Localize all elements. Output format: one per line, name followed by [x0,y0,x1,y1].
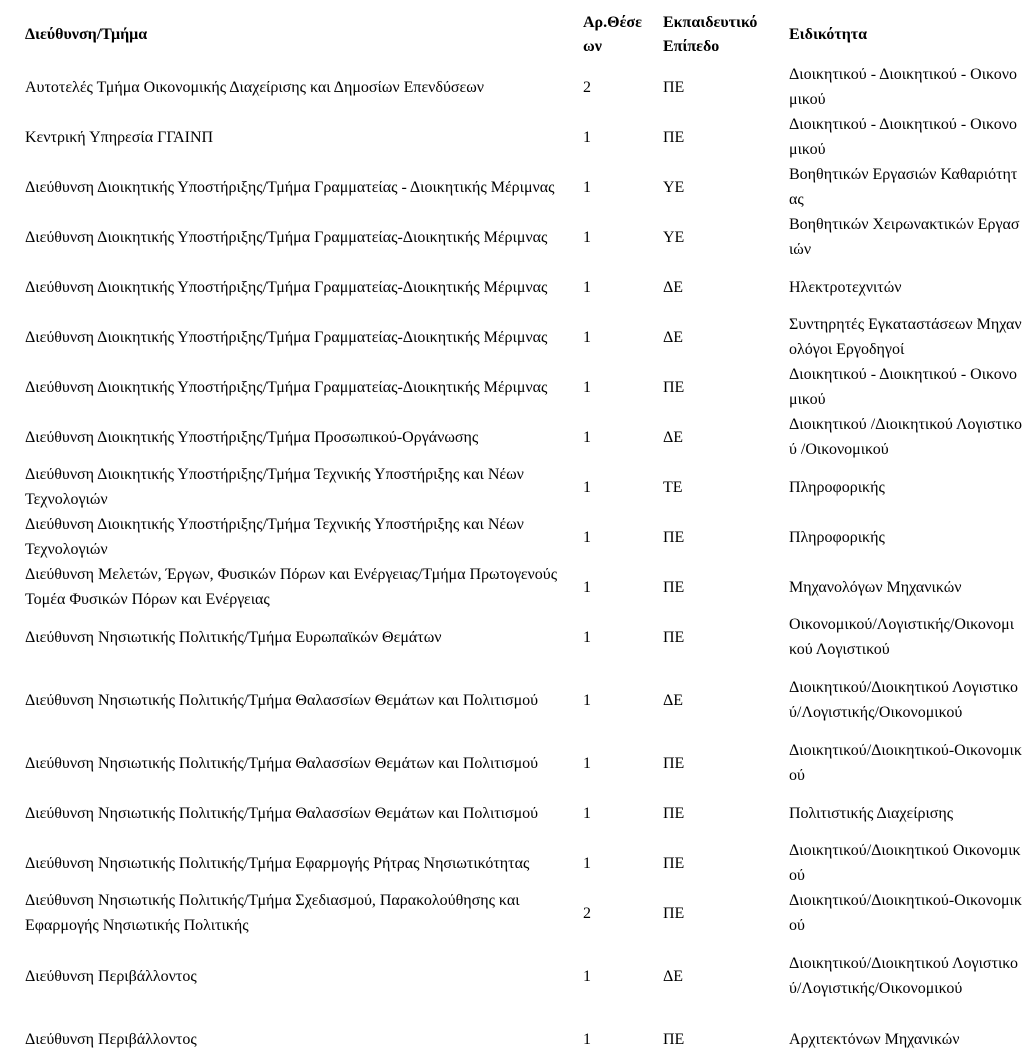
cell-directorate: Κεντρική Υπηρεσία ΓΓΑΙΝΠ [25,128,214,146]
cell-education: ΠΕ [663,854,685,872]
table-row [22,162,1025,212]
cell-specialty: Ηλεκτροτεχνιτών [789,278,902,296]
cell-directorate: Διεύθυνση Περιβάλλοντος [25,967,197,985]
cell-positions: 1 [583,178,591,196]
table-row [22,938,1025,1014]
table-row [22,612,1025,662]
cell-specialty: Πληροφορικής [789,478,885,496]
cell-specialty: Διοικητικού - Διοικητικού - Οικονομικού [789,66,1017,108]
cell-positions: 1 [583,578,591,596]
table-row [22,1014,1025,1064]
cell-positions: 1 [583,1030,591,1048]
header-directorate: Διεύθυνση/Τμήμα [25,26,148,43]
table-body [22,62,1025,1064]
cell-education: ΠΕ [663,128,685,146]
cell-directorate: Διεύθυνση Διοικητικής Υποστήριξης/Τμήμα Γραμματείας-Διοικητικής Μέριμνας [25,378,548,396]
cell-education: ΥΕ [663,178,685,196]
cell-specialty: Διοικητικού/Διοικητικού-Οικονομικού [789,742,1022,784]
cell-education: ΠΕ [663,78,685,96]
cell-specialty: Διοικητικού/Διοικητικού-Οικονομικού [789,892,1022,934]
cell-directorate: Διεύθυνση Νησιωτικής Πολιτικής/Τμήμα Θαλασσίων Θεμάτων και Πολιτισμού [25,754,539,772]
cell-positions: 1 [583,628,591,646]
positions-table [22,8,1025,1064]
cell-education: ΔΕ [663,278,684,296]
table-row [22,888,1025,938]
cell-education: ΠΕ [663,578,685,596]
cell-education: ΠΕ [663,904,685,922]
cell-specialty: Αρχιτεκτόνων Μηχανικών [789,1030,960,1048]
cell-specialty: Βοηθητικών Εργασιών Καθαριότητας [789,166,1018,208]
cell-directorate: Διεύθυνση Διοικητικής Υποστήριξης/Τμήμα Γραμματείας-Διοικητικής Μέριμνας [25,278,548,296]
cell-specialty: Συντηρητές Εγκαταστάσεων Μηχανολόγοι Εργοδηγοί [789,316,1022,358]
cell-positions: 1 [583,854,591,872]
cell-directorate: Διεύθυνση Διοικητικής Υποστήριξης/Τμήμα Γραμματείας-Διοικητικής Μέριμνας [25,228,548,246]
cell-specialty: Οικονομικού/Λογιστικής/Οικονομικού Λογιστικού [789,616,1014,658]
cell-education: ΔΕ [663,967,684,985]
cell-directorate: Διεύθυνση Νησιωτικής Πολιτικής/Τμήμα Θαλασσίων Θεμάτων και Πολιτισμού [25,804,539,822]
cell-directorate: Διεύθυνση Νησιωτικής Πολιτικής/Τμήμα Εφαρμογής Ρήτρας Νησιωτικότητας [25,854,530,872]
cell-directorate: Διεύθυνση Νησιωτικής Πολιτικής/Τμήμα Σχεδιασμού, Παρακολούθησης και Εφαρμογής Νησιωτικής Πολιτικής [25,892,520,934]
cell-education: ΠΕ [663,1030,685,1048]
table-row [22,662,1025,738]
cell-positions: 1 [583,278,591,296]
cell-specialty: Διοικητικού - Διοικητικού - Οικονομικού [789,116,1017,158]
cell-specialty: Βοηθητικών Χειρωνακτικών Εργασιών [789,216,1020,258]
cell-directorate: Διεύθυνση Διοικητικής Υποστήριξης/Τμήμα Τεχνικής Υποστήριξης και Νέων Τεχνολογιών [25,516,524,558]
cell-positions: 1 [583,528,591,546]
cell-positions: 1 [583,804,591,822]
table-header [22,8,1025,62]
cell-directorate: Διεύθυνση Μελετών, Έργων, Φυσικών Πόρων και Ενέργειας/Τμήμα Πρωτογενούς Τομέα Φυσικών Πόρων και Ενέργειας [25,566,558,608]
table-row [22,412,1025,462]
cell-education: ΠΕ [663,804,685,822]
table-row [22,462,1025,512]
table-row [22,512,1025,562]
cell-education: ΠΕ [663,528,685,546]
cell-specialty: Πολιτιστικής Διαχείρισης [789,804,954,822]
cell-education: ΔΕ [663,428,684,446]
table-row [22,562,1025,612]
cell-education: ΠΕ [663,628,685,646]
cell-positions: 1 [583,328,591,346]
cell-positions: 1 [583,228,591,246]
cell-directorate: Διεύθυνση Περιβάλλοντος [25,1030,197,1048]
cell-specialty: Διοικητικού/Διοικητικού Λογιστικού/Λογιστικής/Οικονομικού [789,679,1018,721]
table-row [22,312,1025,362]
cell-directorate: Διεύθυνση Διοικητικής Υποστήριξης/Τμήμα Προσωπικού-Οργάνωσης [25,428,479,446]
cell-positions: 1 [583,754,591,772]
cell-positions: 2 [583,78,591,96]
cell-directorate: Διεύθυνση Νησιωτικής Πολιτικής/Τμήμα Ευρωπαϊκών Θεμάτων [25,628,442,646]
header-education: Εκπαιδευτικό Επίπεδο [663,14,758,55]
cell-directorate: Αυτοτελές Τμήμα Οικονομικής Διαχείρισης και Δημοσίων Επενδύσεων [25,78,484,96]
cell-education: ΔΕ [663,328,684,346]
header-row [22,8,1025,62]
cell-positions: 1 [583,128,591,146]
cell-education: ΔΕ [663,691,684,709]
cell-specialty: Διοικητικού/Διοικητικού Οικονομικού [789,842,1021,884]
cell-positions: 2 [583,904,591,922]
table-row [22,838,1025,888]
cell-positions: 1 [583,967,591,985]
cell-directorate: Διεύθυνση Διοικητικής Υποστήριξης/Τμήμα Γραμματείας-Διοικητικής Μέριμνας [25,328,548,346]
cell-specialty: Πληροφορικής [789,528,885,546]
cell-specialty: Μηχανολόγων Μηχανικών [789,578,962,596]
cell-education: ΠΕ [663,378,685,396]
cell-education: ΥΕ [663,228,685,246]
cell-directorate: Διεύθυνση Διοικητικής Υποστήριξης/Τμήμα Γραμματείας - Διοικητικής Μέριμνας [25,178,555,196]
table-row [22,262,1025,312]
cell-education: ΤΕ [663,478,683,496]
table-row [22,212,1025,262]
header-positions: Αρ.Θέσε ων [583,14,642,55]
cell-specialty: Διοικητικού/Διοικητικού Λογιστικού/Λογιστικής/Οικονομικού [789,955,1018,997]
cell-positions: 1 [583,691,591,709]
cell-positions: 1 [583,378,591,396]
table-row [22,362,1025,412]
cell-positions: 1 [583,428,591,446]
cell-positions: 1 [583,478,591,496]
cell-education: ΠΕ [663,754,685,772]
header-specialty: Ειδικότητα [789,26,868,43]
table-row [22,62,1025,112]
cell-directorate: Διεύθυνση Διοικητικής Υποστήριξης/Τμήμα Τεχνικής Υποστήριξης και Νέων Τεχνολογιών [25,466,524,508]
cell-specialty: Διοικητικού - Διοικητικού - Οικονομικού [789,366,1017,408]
cell-directorate: Διεύθυνση Νησιωτικής Πολιτικής/Τμήμα Θαλασσίων Θεμάτων και Πολιτισμού [25,691,539,709]
table-row [22,788,1025,838]
table-row [22,738,1025,788]
cell-specialty: Διοικητικού /Διοικητικού Λογιστικού /Οικονομικού [789,416,1022,458]
table-row [22,112,1025,162]
